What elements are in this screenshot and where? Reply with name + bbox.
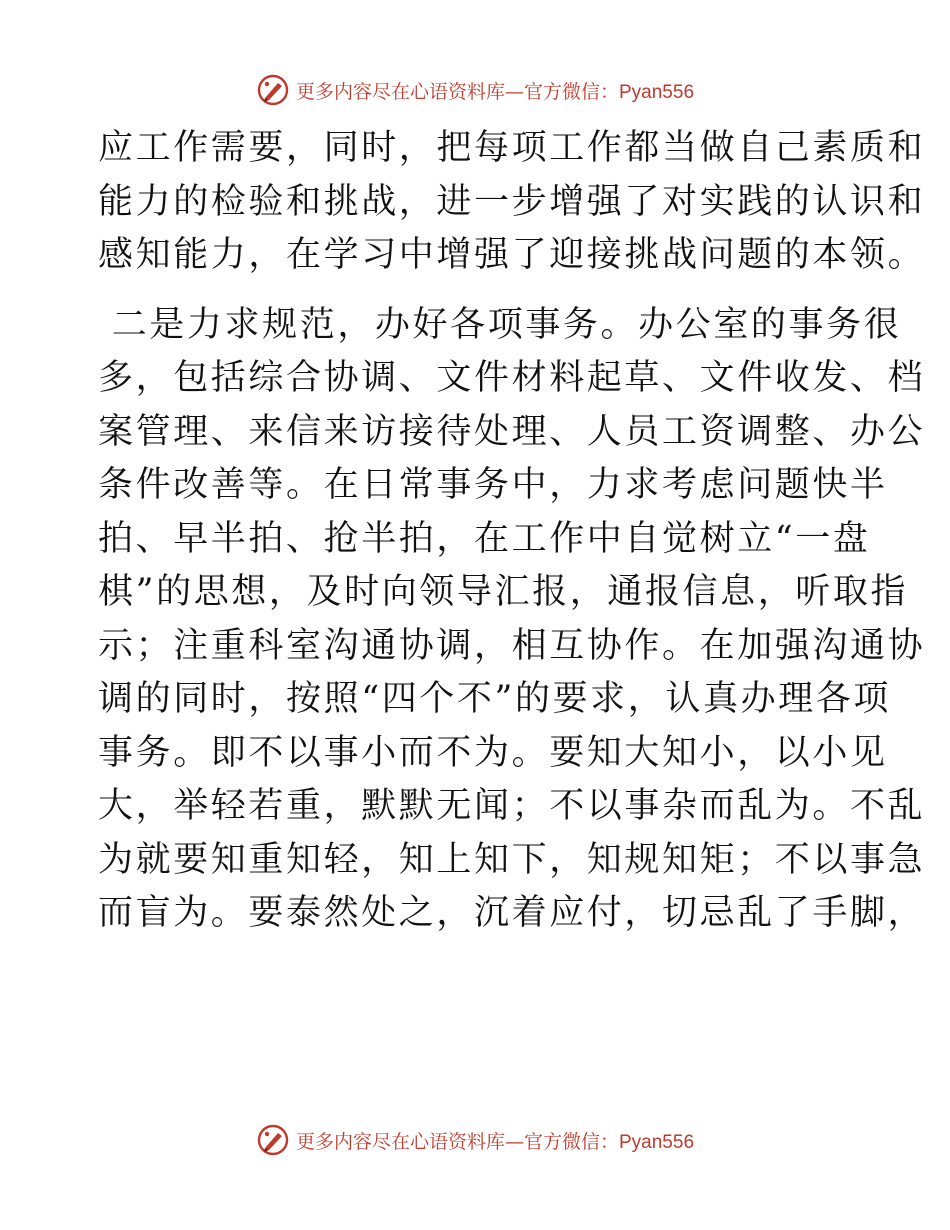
text-line: 多，包括综合协调、文件材料起草、文件收发、档 bbox=[98, 358, 926, 398]
text-line: 案管理、来信来访接待处理、人员工资调整、办公 bbox=[98, 411, 926, 452]
paragraph bbox=[98, 122, 926, 283]
text-line: 条件改善等。在日常事务中，力求考虑问题快半 bbox=[98, 465, 888, 505]
banner-text bbox=[296, 77, 694, 104]
banner-wechat: 官方微信：Pyan556 bbox=[524, 81, 695, 103]
text-line: 拍、早半拍、抢半拍，在工作中自觉树立“一盘 bbox=[98, 518, 871, 559]
banner-site-name: 更多内容尽在心语资料库 bbox=[295, 1130, 505, 1153]
banner-wechat: 官方微信：Pyan556 bbox=[524, 1131, 695, 1153]
paragraph-gap bbox=[98, 283, 858, 299]
text-line: 而盲为。要泰然处之，沉着应付，切忌乱了手脚， bbox=[98, 893, 926, 933]
header-banner bbox=[0, 70, 950, 110]
banner-dash: — bbox=[505, 80, 524, 103]
text-line: 事务。即不以事小而不为。要知大知小，以小见 bbox=[98, 732, 888, 773]
text-line: 应工作需要，同时，把每项工作都当做自己素质和 bbox=[98, 128, 926, 168]
banner-dash: — bbox=[505, 1130, 524, 1153]
text-line: 调的同时，按照“四个不”的要求，认真办理各项 bbox=[98, 679, 891, 719]
text-line: 能力的检验和挑战，进一步增强了对实践的认识和 bbox=[98, 181, 926, 222]
text-line: 感知能力，在学习中增强了迎接挑战问题的本领。 bbox=[98, 235, 926, 275]
text-line: 二是力求规范，办好各项事务。办公室的事务很 bbox=[98, 304, 902, 345]
banner-site-name: 更多内容尽在心语资料库 bbox=[295, 80, 505, 103]
banner-text bbox=[296, 1127, 694, 1154]
text-line: 示；注重科室沟通协调，相互协作。在加强沟通协 bbox=[98, 625, 926, 666]
paragraph bbox=[98, 299, 926, 941]
document-body bbox=[98, 122, 926, 941]
pen-logo-icon bbox=[256, 1123, 290, 1157]
text-line: 大，举轻若重，默默无闻；不以事杂而乱为。不乱 bbox=[98, 786, 926, 826]
text-line: 棋”的思想，及时向领导汇报，通报信息，听取指 bbox=[98, 572, 909, 612]
pen-logo-icon bbox=[256, 73, 290, 107]
footer-banner bbox=[0, 1120, 950, 1160]
text-line: 为就要知重知轻，知上知下，知规知矩；不以事急 bbox=[98, 839, 926, 880]
